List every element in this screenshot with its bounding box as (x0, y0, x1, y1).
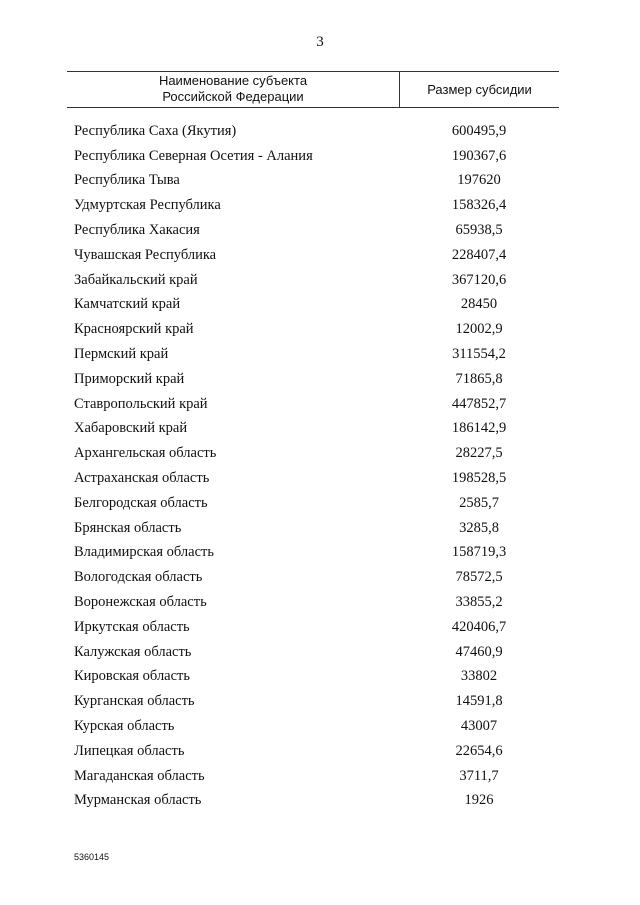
subject-name: Брянская область (74, 519, 182, 536)
subject-name: Курская область (74, 718, 175, 735)
table-row (74, 739, 554, 764)
table-row (74, 541, 554, 566)
table-row (74, 119, 554, 144)
table-header (67, 71, 559, 108)
table-row (74, 714, 554, 739)
column-header-subject-line1: Наименование субъекта (158, 73, 308, 88)
subsidy-value: 65938,5 (455, 222, 503, 239)
subject-name: Удмуртская Республика (74, 197, 221, 214)
subject-name: Курганская область (74, 693, 195, 710)
table-row (74, 144, 554, 169)
subsidy-value: 14591,8 (455, 693, 503, 710)
subsidy-value: 367120,6 (451, 271, 507, 288)
table-row (74, 615, 554, 640)
subsidy-value: 158326,4 (451, 197, 507, 214)
table-row (74, 640, 554, 665)
subsidy-value: 228407,4 (451, 246, 507, 263)
subsidy-value: 600495,9 (451, 122, 507, 139)
subsidy-value: 198528,5 (451, 470, 507, 487)
subject-name: Республика Тыва (74, 172, 180, 189)
table-row (74, 193, 554, 218)
subject-name: Хабаровский край (74, 420, 188, 437)
subsidy-value: 33855,2 (455, 594, 503, 611)
subject-name: Белгородская область (74, 494, 208, 511)
subsidy-value: 1926 (464, 792, 494, 809)
table-row (74, 789, 554, 814)
table-body (74, 119, 554, 813)
subject-name: Красноярский край (74, 321, 194, 338)
subject-name: Липецкая область (74, 742, 185, 759)
subsidy-value: 28227,5 (455, 445, 503, 462)
column-header-subsidy: Размер субсидии (427, 82, 532, 97)
table-row (74, 218, 554, 243)
column-header-subject (67, 72, 400, 107)
subject-name: Чувашская Республика (74, 246, 217, 263)
subject-name: Мурманская область (74, 792, 202, 809)
subject-name: Ставропольский край (74, 395, 208, 412)
subsidy-value: 43007 (460, 718, 498, 735)
subsidy-value: 22654,6 (455, 742, 503, 759)
subject-name: Республика Северная Осетия - Алания (74, 147, 313, 164)
subsidy-value: 447852,7 (451, 395, 507, 412)
subject-name: Магаданская область (74, 767, 205, 784)
subsidy-value: 71865,8 (455, 370, 503, 387)
subject-name: Астраханская область (74, 470, 210, 487)
column-header-subject-line2: Российской Федерации (162, 89, 304, 104)
subsidy-value: 12002,9 (455, 321, 503, 338)
table-row (74, 169, 554, 194)
table-row (74, 367, 554, 392)
subsidy-value: 33802 (460, 668, 498, 685)
subject-name: Республика Хакасия (74, 222, 200, 239)
subsidy-value: 3711,7 (459, 767, 499, 784)
subject-name: Иркутская область (74, 618, 190, 635)
table-row (74, 689, 554, 714)
subject-name: Приморский край (74, 370, 185, 387)
subsidy-value: 186142,9 (451, 420, 507, 437)
subsidy-value: 197620 (457, 172, 501, 189)
table-row (74, 466, 554, 491)
table-row (74, 764, 554, 789)
table-row (74, 516, 554, 541)
subsidy-value: 190367,6 (451, 147, 507, 164)
subject-name: Пермский край (74, 346, 169, 363)
table-row (74, 293, 554, 318)
subject-name: Архангельская область (74, 445, 217, 462)
subject-name: Камчатский край (74, 296, 181, 313)
subsidy-value: 3285,8 (459, 519, 499, 536)
table-row (74, 342, 554, 367)
subsidy-value: 158719,3 (451, 544, 507, 561)
subject-name: Кировская область (74, 668, 191, 685)
table-row (74, 417, 554, 442)
table-row (74, 441, 554, 466)
subsidy-value: 28450 (460, 296, 498, 313)
table-row (74, 565, 554, 590)
table-row (74, 665, 554, 690)
subject-name: Забайкальский край (74, 271, 198, 288)
subject-name: Вологодская область (74, 569, 203, 586)
subsidy-value: 47460,9 (455, 643, 503, 660)
table-row (74, 491, 554, 516)
subject-name: Республика Саха (Якутия) (74, 122, 237, 139)
table-row (74, 392, 554, 417)
table-row (74, 590, 554, 615)
subject-name: Воронежская область (74, 594, 207, 611)
subsidy-value: 311554,2 (452, 346, 506, 363)
document-code: 5360145 (74, 852, 110, 862)
table-row (74, 317, 554, 342)
subject-name: Калужская область (74, 643, 192, 660)
table-row (74, 243, 554, 268)
subsidy-value: 420406,7 (451, 618, 507, 635)
page-number: 3 (316, 34, 324, 50)
subsidy-value: 78572,5 (455, 569, 503, 586)
subject-name: Владимирская область (74, 544, 214, 561)
subsidy-value: 2585,7 (459, 494, 499, 511)
table-row (74, 268, 554, 293)
